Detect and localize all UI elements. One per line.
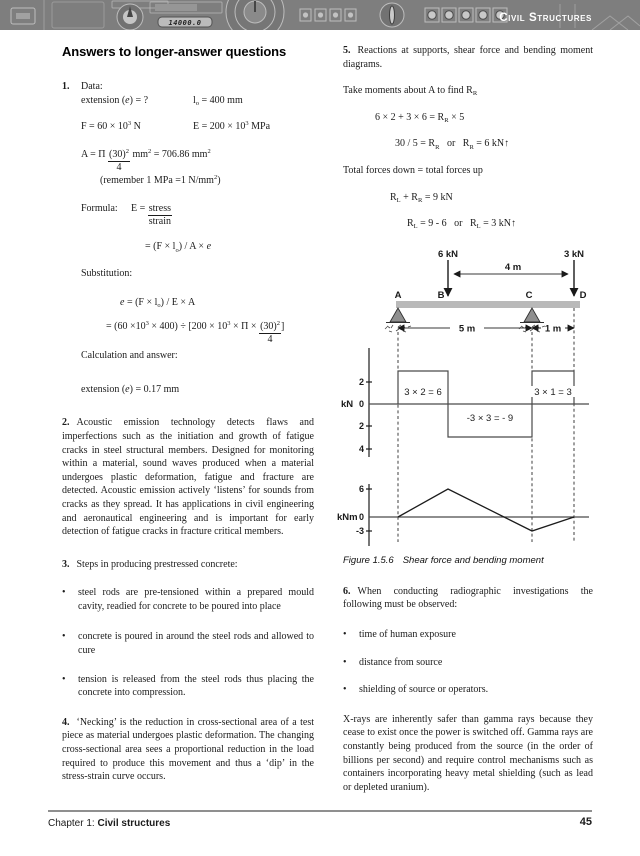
substitution-equation-2: = $(60 \times 10^3 \times 400) \div [200 \times 10^3 \times \Pi$ × $\frac{(30)^2}{4}$ ] <box>106 320 285 346</box>
total-forces-line: Total forces down = total forces up <box>343 164 483 176</box>
q3-bullet-3-text: tension is released from the steel rods thus placing the concrete into compression. <box>78 673 314 699</box>
formula-line <box>81 202 314 227</box>
footer-rule <box>48 810 592 812</box>
q3-bullet-1 <box>62 586 314 613</box>
q3-number: 3. <box>62 558 70 570</box>
bmd-unit-label: kNm <box>337 511 358 523</box>
bullet-icon: • <box>62 631 66 643</box>
q6-bullet-1 <box>343 628 593 642</box>
sfd-tick-label: 2 <box>358 376 364 387</box>
point-d-label: D <box>579 289 587 301</box>
q3-text: Steps in producing prestressed concrete: <box>76 558 238 570</box>
footer-chapter-title: Civil structures <box>97 818 171 829</box>
sfd-tick-label: 4 <box>358 443 364 454</box>
bullet-icon: • <box>62 673 66 685</box>
load-d-label: 3 kN <box>563 248 585 260</box>
q6-text: When conducting radiographic investigations the following must be observed: <box>343 585 593 611</box>
q3-header <box>62 558 314 572</box>
q2-paragraph <box>62 416 314 538</box>
bmd-tick-label: -3 <box>355 525 364 536</box>
q6-bullet-3-text: shielding of source or operators. <box>359 684 489 696</box>
q2-text: Acoustic emission technology detects flaws and imperfections such as the initiation and growth of fatigue cracks in steel structural members. Designed for monitoring within a material, sound waves produced when a material undergoes plastic deformation, fatigue and fracture are detected. Acoustic emission actively ‘listens’ for sounds from cracks as they spread. It has applications in civil engineering and aeronautical engineering and is important for early detection of fatigue cracks in fracture critical members. <box>62 417 314 538</box>
extension-given: extension (e) = ? <box>81 94 149 106</box>
q2-number: 2. <box>62 417 70 429</box>
q1-data-row-2 <box>81 120 314 134</box>
bullet-icon: • <box>62 587 66 599</box>
modulus-given: $E = 200 \times 10^3$ MPa <box>193 120 271 133</box>
q1-label: Data: <box>81 81 103 92</box>
q6-number: 6. <box>343 585 351 597</box>
figure-caption-text: Shear force and bending moment <box>402 554 544 566</box>
bullet-icon: • <box>343 656 347 668</box>
bullet-icon: • <box>343 628 347 640</box>
q1-header <box>62 80 314 94</box>
page-header-title: Civil Structures <box>499 12 592 24</box>
point-a-label: A <box>394 289 402 301</box>
formula-label: Formula: <box>81 203 118 215</box>
sfd-tick-label: 0 <box>358 398 364 409</box>
q6-paragraph <box>343 585 593 612</box>
figure-caption <box>343 555 593 567</box>
sfd-area-label-2: -3 × 3 = - 9 <box>466 412 514 424</box>
section-heading: Answers to longer-answer questions <box>62 44 287 59</box>
sfd-area-label-1: 3 × 2 = 6 <box>404 386 442 398</box>
substitution-equation-1: $e = (F \times l_o) / E \times A$ <box>120 296 196 309</box>
sfd-area-label-3: 3 × 1 = 3 <box>534 386 572 398</box>
moment-equation-2: $30 / 5 = R_R$ or $R_R = 6$ kN↑ <box>395 138 510 151</box>
header-banner <box>0 0 640 30</box>
forces-equation-2: $R_L = 9 - 6$ or $R_L = 3$ kN↑ <box>407 218 516 231</box>
sfd-tick-label: 2 <box>358 420 364 431</box>
q3-bullet-3 <box>62 673 314 700</box>
calculation-label: Calculation and answer: <box>81 350 178 362</box>
q3-bullet-2-text: concrete is poured in around the steel rods and allowed to cure <box>78 631 314 657</box>
answer-line: extension (e) = 0.17 mm <box>81 383 180 395</box>
bullet-icon: • <box>343 684 347 696</box>
bending-moment-curve <box>398 489 574 531</box>
q4-text: ‘Necking’ is the reduction in cross-sectional area of a test piece as material undergoes plastic deformation. The changing cross-sectional area sees a proportional reduction in the load required to produce this movement and thus a ‘dip’ in the stress-strain curve occurs. <box>62 716 314 783</box>
panel-display-value: 14000.0 <box>168 19 202 27</box>
q4-number: 4. <box>62 716 70 728</box>
right-column <box>337 42 593 794</box>
q4-paragraph <box>62 716 314 784</box>
point-b-label: B <box>437 289 445 301</box>
q6-bullet-2 <box>343 656 593 670</box>
q5-text: Reactions at supports, shear force and bending moment diagrams. <box>343 45 593 70</box>
bmd-tick-label: 6 <box>358 483 364 494</box>
xrays-paragraph: X-rays are inherently safer than gamma rays because they cease to exist once the power is switched off. Gamma rays are constantly being produced from the source (in the order of billions per second) and require control mechanisms such as containers incorporating heavy metal shielding (such as lead or depleted uranium). <box>343 713 593 793</box>
page-number: 45 <box>579 816 592 828</box>
q6-bullet-1-text: time of human exposure <box>359 628 456 640</box>
footer-chapter-prefix: Chapter 1: <box>48 818 98 829</box>
q5-number: 5. <box>343 45 351 56</box>
beam-bar <box>396 301 580 308</box>
footer-chapter <box>48 818 170 829</box>
force-given: $F = 60 \times 10^3$ N <box>81 120 141 133</box>
substitution-label: Substitution: <box>81 267 133 279</box>
dimension-4m-label: 4 m <box>504 261 522 273</box>
bmd-tick-label: 0 <box>358 511 364 522</box>
point-c-label: C <box>525 289 533 301</box>
q6-bullet-3 <box>343 683 593 697</box>
remember-note: (remember 1 MPa =1 $N/mm^2$) <box>100 173 221 186</box>
dimension-1m-label: 1 m <box>544 323 562 335</box>
figure-caption-label: Figure 1.5.6 <box>343 554 394 566</box>
q3-bullet-1-text: steel rods are pre-tensioned within a prepared mould cavity, readied for concrete to be poured into place <box>78 587 314 612</box>
q1-number: 1. <box>62 81 70 92</box>
q1-data-row-1 <box>81 94 314 108</box>
forces-equation-1: $R_L + R_R = 9$ kN <box>390 191 453 204</box>
q6-bullet-2-text: distance from source <box>359 656 443 668</box>
take-moments-line: Take moments about A to find $R_R$ <box>343 85 478 98</box>
area-equation: A = Π $\frac{(30)^2}{4}$ $mm^2 = 706.86$ $mm^2$ <box>81 147 211 173</box>
formula-equation: E = $\frac{\text{stress}}{\text{strain}}$ <box>131 203 171 228</box>
moment-equation-1: $6 \times 2 + 3 \times 6 = R_R \times 5$ <box>375 111 465 124</box>
q3-bullet-2 <box>62 630 314 657</box>
length-given: $l_o = 400$ mm <box>193 94 243 107</box>
q5-paragraph <box>343 44 593 71</box>
left-column <box>62 42 314 784</box>
sfd-unit-label: kN <box>341 398 354 410</box>
dimension-5m-label: 5 m <box>458 323 476 335</box>
figure-1-5-6 <box>337 244 599 552</box>
formula-equation-2: = $(F \times l_o) / A \times e$ <box>145 241 212 254</box>
load-b-label: 6 kN <box>437 248 459 260</box>
